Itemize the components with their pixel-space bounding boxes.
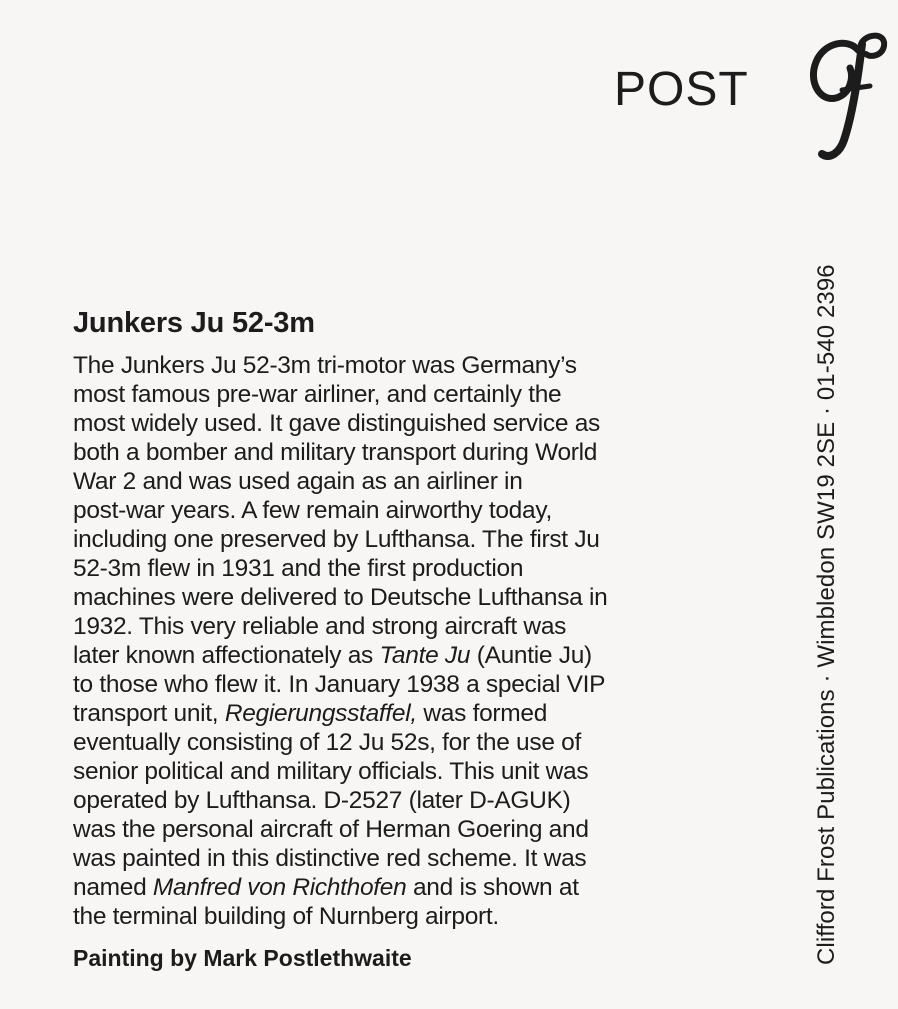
aircraft-title: Junkers Ju 52-3m	[73, 307, 315, 339]
text-line: most widely used. It gave distinguished service as	[73, 410, 600, 437]
description-text	[73, 351, 733, 931]
text-line	[73, 699, 733, 728]
publisher-logo	[796, 28, 892, 168]
text-line: operated by Lufthansa. D-2527 (later D-AGUK)	[73, 787, 571, 814]
text-line: was the personal aircraft of Herman Goering and	[73, 816, 589, 843]
text-line: War 2 and was used again as an airliner in	[73, 468, 523, 495]
text-line: including one preserved by Lufthansa. The first Ju	[73, 526, 600, 553]
publisher-address: Clifford Frost Publications · Wimbledon SW19 2SE · 01-540 2396	[813, 264, 840, 965]
publisher-logo-mark	[796, 28, 892, 168]
text-line: 1932. This very reliable and strong aircraft was	[73, 613, 567, 640]
text-line	[73, 641, 733, 670]
text-segment: (Auntie Ju)	[470, 642, 592, 669]
text-line: most famous pre-war airliner, and certainly the	[73, 381, 562, 408]
post-label: POST	[614, 63, 749, 116]
painting-credit: Painting by Mark Postlethwaite	[73, 945, 412, 971]
italic-name-regierungsstaffel: Regierungsstaffel,	[224, 700, 417, 727]
text-segment: named	[73, 874, 153, 901]
text-line: machines were delivered to Deutsche Lufthansa in	[73, 584, 608, 611]
description-block	[73, 305, 733, 973]
text-line	[73, 873, 733, 902]
text-line: was painted in this distinctive red scheme. It was	[73, 845, 587, 872]
text-line: both a bomber and military transport during World	[73, 439, 598, 466]
text-line: senior political and military officials. This unit was	[73, 758, 589, 785]
text-line: to those who flew it. In January 1938 a special VIP	[73, 671, 606, 698]
text-segment: later known affectionately as	[73, 642, 380, 669]
text-line: 52-3m flew in 1931 and the first production	[73, 555, 524, 582]
text-line: post-war years. A few remain airworthy today,	[73, 497, 552, 524]
text-segment: transport unit,	[73, 700, 225, 727]
text-line: the terminal building of Nurnberg airport.	[73, 903, 499, 930]
text-segment: and is shown at	[406, 874, 579, 901]
text-segment: was formed	[416, 700, 548, 727]
text-line: The Junkers Ju 52-3m tri-motor was Germany’s	[73, 352, 577, 379]
italic-name-tante-ju: Tante Ju	[379, 642, 471, 669]
italic-name-manfred-von-richthofen: Manfred von Richthofen	[152, 874, 407, 901]
text-line: eventually consisting of 12 Ju 52s, for the use of	[73, 729, 581, 756]
